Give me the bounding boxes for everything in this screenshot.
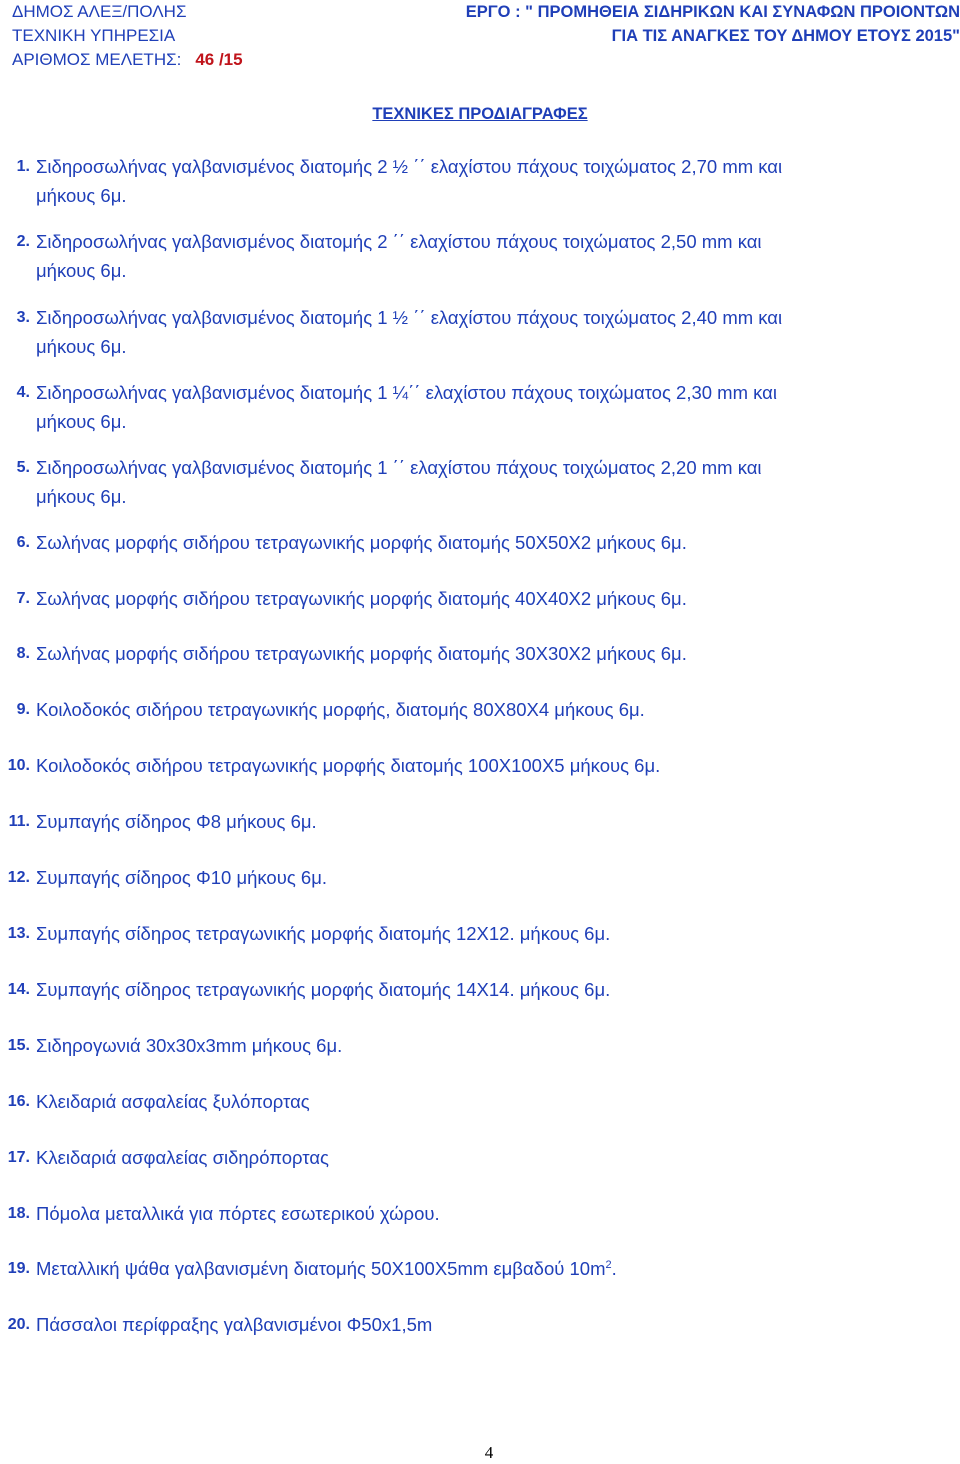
municipality-name: ΔΗΜΟΣ ΑΛΕΞ/ΠΟΛΗΣ xyxy=(12,2,187,21)
list-item-text: Συμπαγής σίδηρος Φ10 μήκους 6μ. xyxy=(36,867,327,888)
list-item-number: 6. xyxy=(16,534,30,551)
list-item-text: Κλειδαριά ασφαλείας σιδηρόπορτας xyxy=(36,1147,329,1168)
list-item-text-line2: μήκους 6μ. xyxy=(36,336,127,357)
list-item-text-line2: μήκους 6μ. xyxy=(36,260,127,281)
list-item-number: 13. xyxy=(7,925,30,942)
page-number: 4 xyxy=(484,1443,494,1462)
superscript-exponent: 2 xyxy=(605,1258,612,1271)
list-item-text: Σωλήνας μορφής σιδήρου τετραγωνικής μορφής διατομής 50Χ50Χ2 μήκους 6μ. xyxy=(36,532,687,553)
list-item-number: 7. xyxy=(16,590,30,607)
list-item-text-line2: μήκους 6μ. xyxy=(36,411,127,432)
list-item-text xyxy=(36,380,916,435)
list-item-number: 14. xyxy=(7,981,30,998)
list-item-number: 9. xyxy=(16,701,30,718)
study-number-label: ΑΡΙΘΜΟΣ ΜΕΛΕΤΗΣ: xyxy=(12,50,182,69)
list-item-text xyxy=(36,455,916,510)
list-item-number: 10. xyxy=(7,757,30,774)
list-item-number: 11. xyxy=(8,813,30,830)
list-item-text xyxy=(36,1256,916,1282)
list-item-text-line2: μήκους 6μ. xyxy=(36,486,127,507)
list-item-text-line1: Σιδηροσωλήνας γαλβανισμένος διατομής 1 ¼΄΄ ελαχίστου πάχους τοιχώματος 2,30 mm και xyxy=(36,382,777,403)
study-number-value: 46 /15 xyxy=(195,50,243,69)
list-item-text-line1: Σιδηροσωλήνας γαλβανισμένος διατομής 1 ½ ΄΄ ελαχίστου πάχους τοιχώματος 2,40 mm και xyxy=(36,307,783,328)
list-item-text xyxy=(36,229,916,284)
list-item-text-line1: Σιδηροσωλήνας γαλβανισμένος διατομής 2 ΄΄ ελαχίστου πάχους τοιχώματος 2,50 mm και xyxy=(36,231,762,252)
list-item-text: Κοιλοδοκός σιδήρου τετραγωνικής μορφής, διατομής 80Χ80Χ4 μήκους 6μ. xyxy=(36,699,645,720)
list-item-text-line1: Σιδηροσωλήνας γαλβανισμένος διατομής 2 ½ ΄΄ ελαχίστου πάχους τοιχώματος 2,70 mm και xyxy=(36,156,783,177)
list-item-number: 3. xyxy=(16,309,30,326)
list-item-text-tail: . xyxy=(611,1258,617,1279)
list-item-number: 16. xyxy=(7,1093,30,1110)
list-item-text: Συμπαγής σίδηρος τετραγωνικής μορφής διατομής 12Χ12. μήκους 6μ. xyxy=(36,923,611,944)
list-item-text-line2: μήκους 6μ. xyxy=(36,185,127,206)
list-item-number: 19. xyxy=(7,1260,30,1277)
list-item-text: Κοιλοδοκός σιδήρου τετραγωνικής μορφής διατομής 100Χ100Χ5 μήκους 6μ. xyxy=(36,755,661,776)
list-item-text xyxy=(36,154,916,209)
list-item-number: 1. xyxy=(16,158,30,175)
list-item-text: Συμπαγής σίδηρος Φ8 μήκους 6μ. xyxy=(36,811,317,832)
project-title-line1: ΕΡΓΟ : " ΠΡΟΜΗΘΕΙΑ ΣΙΔΗΡΙΚΩΝ ΚΑΙ ΣΥΝΑΦΩΝ ΠΡΟΙΟΝΤΩΝ xyxy=(465,3,960,21)
list-item-text xyxy=(36,305,916,360)
list-item-text: Σιδηρογωνιά 30x30x3mm μήκους 6μ. xyxy=(36,1035,343,1056)
project-title-line2: ΓΙΑ ΤΙΣ ΑΝΑΓΚΕΣ ΤΟΥ ΔΗΜΟΥ ΕΤΟΥΣ 2015" xyxy=(611,27,960,45)
list-item-number: 8. xyxy=(16,645,30,662)
list-item-number: 20. xyxy=(7,1316,30,1333)
list-item-number: 5. xyxy=(16,459,30,476)
list-item-number: 2. xyxy=(16,233,30,250)
department-name: ΤΕΧΝΙΚΗ ΥΠΗΡΕΣΙΑ xyxy=(12,26,176,45)
list-item-text-main: Μεταλλική ψάθα γαλβανισμένη διατομής 50Χ100Χ5mm εμβαδού 10m xyxy=(36,1258,606,1279)
list-item-text: Κλειδαριά ασφαλείας ξυλόπορτας xyxy=(36,1091,310,1112)
list-item-text-line1: Σιδηροσωλήνας γαλβανισμένος διατομής 1 ΄΄ ελαχίστου πάχους τοιχώματος 2,20 mm και xyxy=(36,457,762,478)
list-item-number: 17. xyxy=(7,1149,30,1166)
list-item-text: Πάσσαλοι περίφραξης γαλβανισμένοι Φ50x1,5m xyxy=(36,1314,433,1335)
list-item-text: Σωλήνας μορφής σιδήρου τετραγωνικής μορφής διατομής 40Χ40Χ2 μήκους 6μ. xyxy=(36,588,687,609)
list-item-number: 12. xyxy=(7,869,30,886)
list-item-text: Συμπαγής σίδηρος τετραγωνικής μορφής διατομής 14Χ14. μήκους 6μ. xyxy=(36,979,611,1000)
list-item-number: 15. xyxy=(7,1037,30,1054)
section-title: ΤΕΧΝΙΚΕΣ ΠΡΟΔΙΑΓΡΑΦΕΣ xyxy=(372,105,588,123)
list-item-number: 18. xyxy=(7,1205,30,1222)
list-item-number: 4. xyxy=(16,384,30,401)
list-item-text: Σωλήνας μορφής σιδήρου τετραγωνικής μορφής διατομής 30Χ30Χ2 μήκους 6μ. xyxy=(36,643,687,664)
list-item-text: Πόμολα μεταλλικά για πόρτες εσωτερικού χώρου. xyxy=(36,1203,440,1224)
